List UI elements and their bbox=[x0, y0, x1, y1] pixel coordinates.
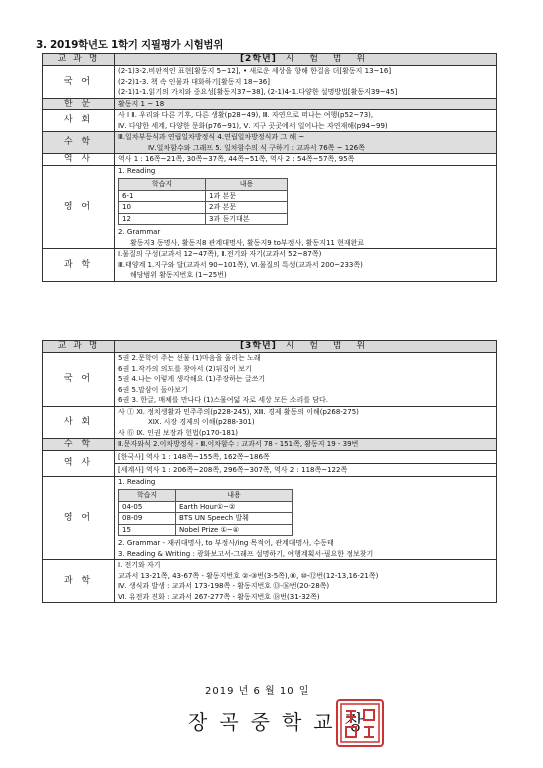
grade2-title-scope: 시 험 범 위 bbox=[276, 54, 372, 65]
reading-content: 3과 듣기대본 bbox=[206, 213, 288, 225]
subject-label: 역 사 bbox=[43, 154, 115, 166]
reading-sheet: 10 bbox=[119, 202, 206, 214]
scope-line: Ⅰ. 전기와 자기 bbox=[118, 561, 161, 569]
reading-col-sheet: 학습지 bbox=[119, 179, 206, 191]
issue-date: 2019 년 6 월 10 일 bbox=[205, 686, 310, 697]
grade2-exam-table bbox=[42, 53, 497, 282]
reading-table-row bbox=[119, 202, 288, 214]
reading-table-row bbox=[119, 190, 288, 202]
grade3-row-science bbox=[43, 560, 497, 603]
grade3-row-social bbox=[43, 406, 497, 439]
grade2-row-social bbox=[43, 110, 497, 132]
scope-cell bbox=[115, 476, 497, 560]
scope-cell bbox=[115, 353, 497, 407]
scope-line: (2-1)3-2.비판적인 표현[활동지 5~12], • 새로운 세상을 향해 한걸음 더[활동지 13~16] bbox=[118, 67, 392, 75]
subject-label: 과 학 bbox=[43, 560, 115, 603]
reading-table-header bbox=[119, 179, 288, 191]
scope-cell bbox=[115, 165, 497, 249]
scope-line: 6권 5.말삼이 돌아보기 bbox=[118, 385, 188, 394]
reading-table-row bbox=[119, 501, 293, 513]
scope-line: [세계사] 역사 1 : 206쪽~208쪽, 296쪽~307쪽, 역사 2 : 118쪽~122쪽 bbox=[118, 465, 348, 474]
scope-line: 사 Ⓘ Ⅺ. 정치생활과 민주주의(p228-245), ⅩⅢ. 경제 활동의 이해(p268-275) bbox=[118, 407, 359, 416]
scope-line: Ⅲ.일차부등식과 연립일차방정식 4.연립일차방정식과 그 해 ~ bbox=[118, 133, 305, 141]
scope-cell bbox=[115, 406, 497, 439]
subject-label: 국 어 bbox=[43, 66, 115, 99]
scope-line: Ⅲ.태양계 1.지구와 달(교과서 90~101쪽), Ⅵ.물질의 특성(교과서 200~233쪽) bbox=[118, 260, 363, 269]
scope-line: 역사 1 : 16쪽~21쪽, 30쪽~37쪽, 44쪽~51쪽, 역사 2 : 54쪽~57쪽, 95쪽 bbox=[118, 155, 355, 163]
subject-label: 영 어 bbox=[43, 165, 115, 249]
grade2-row-science bbox=[43, 249, 497, 282]
scope-cell bbox=[115, 450, 497, 476]
grade3-title-grade: [3학년] bbox=[239, 341, 277, 352]
grammar-label: 2. Grammar bbox=[118, 228, 161, 236]
grade2-row-english bbox=[43, 165, 497, 249]
grade2-header-row bbox=[43, 54, 497, 66]
grammar-text: 활동지3 동명사, 활동지8 관계대명사, 활동지9 to부정사, 활동지11 현재완료 bbox=[130, 238, 365, 247]
grade3-row-korean bbox=[43, 353, 497, 407]
reading-label: 1. Reading bbox=[118, 166, 156, 175]
reading-col-sheet: 학습지 bbox=[119, 490, 176, 502]
reading-content: 1과 본문 bbox=[206, 190, 288, 202]
reading-col-content: 내용 bbox=[206, 179, 288, 191]
scope-line: 사 Ⓖ Ⅸ. 인권 보장과 헌법(p170-181) bbox=[118, 428, 239, 437]
scope-line: Ⅰ.물질의 구성(교과서 12~47쪽), Ⅱ.전기와 자기(교과서 52~87쪽) bbox=[118, 250, 322, 258]
scope-line: 6권 1.작가의 의도를 찾아서 (2)뒤집어 보기 bbox=[118, 364, 252, 373]
grade2-title-grade: [2학년] bbox=[239, 54, 277, 65]
scope-line: 활동지 1 ~ 18 bbox=[118, 99, 165, 108]
reading-sheet: 15 bbox=[119, 524, 176, 536]
scope-cell bbox=[115, 98, 497, 110]
grade2-row-history bbox=[43, 154, 497, 166]
grade2-row-korean bbox=[43, 66, 497, 99]
grade2-scope-header bbox=[115, 54, 497, 66]
scope-cell bbox=[115, 110, 497, 132]
scope-line: 교과서 13-21쪽, 43-67쪽 - 활동지번호 ②-③번(3-5쪽),⑧, ⑩-⑫번(12-13,16-21쪽) bbox=[118, 571, 379, 580]
reading-table-header bbox=[119, 490, 293, 502]
page-heading: 3. 2019학년도 1학기 지필평가 시험범위 bbox=[36, 39, 224, 51]
subject-label: 사 회 bbox=[43, 110, 115, 132]
reading-content: 2과 본문 bbox=[206, 202, 288, 214]
scope-line: 해당범위 활동지번호 (1~25번) bbox=[130, 271, 227, 279]
grade3-exam-table bbox=[42, 340, 497, 603]
grade3-header-row bbox=[43, 341, 497, 353]
scope-line: 5권 4.나는 이렇게 생각해요 (1)주장하는 글쓰기 bbox=[118, 375, 266, 383]
scope-line: Ⅳ. 생식과 발생 : 교과서 173-198쪽 - 활동지번호 ⑬-⑯번(20-28쪽) bbox=[118, 582, 330, 590]
reading-sheet: 04-05 bbox=[119, 501, 176, 513]
reading-writing-text: 3. Reading & Writing : 광화보고서-그래프 설명하기, 여행계획서-필요한 정보찾기 bbox=[118, 549, 374, 558]
grade2-subject-header: 교 과 명 bbox=[43, 54, 115, 66]
scope-cell bbox=[115, 66, 497, 99]
grade2-row-hanmun bbox=[43, 98, 497, 110]
grammar-label: 2. Grammar - 재귀대명사, to 부정사/ing 목적어, 관계대명사, 수동태 bbox=[118, 539, 334, 547]
reading-content: Earth Hour①~② bbox=[176, 501, 293, 513]
subject-label: 수 학 bbox=[43, 132, 115, 154]
grade2-row-math bbox=[43, 132, 497, 154]
scope-cell bbox=[115, 560, 497, 603]
reading-table bbox=[118, 489, 293, 536]
scope-cell bbox=[115, 439, 497, 451]
scope-line: (2-2)1-3. 책 속 인물과 대화하기[활동지 18~36] bbox=[118, 77, 270, 86]
reading-table-row bbox=[119, 513, 293, 525]
subject-label: 영 어 bbox=[43, 476, 115, 560]
scope-line: Ⅱ.문자와식 2.이차방정식 - Ⅲ.이차함수 : 교과서 78 - 151쪽, 활동지 19 - 39번 bbox=[118, 440, 359, 448]
scope-line: Ⅵ. 유전과 진화 : 교과서 267-277쪽 - 활동지번호 ⑱번(31-32쪽) bbox=[118, 592, 320, 601]
official-seal-icon bbox=[336, 699, 384, 747]
subject-label: 국 어 bbox=[43, 353, 115, 407]
subject-label: 사 회 bbox=[43, 406, 115, 439]
reading-sheet: 6-1 bbox=[119, 190, 206, 202]
scope-line: 6권 3. 한글, 매체를 만나다 (1)스물여덟 자로 세상 모든 소리를 담다. bbox=[118, 396, 329, 404]
reading-table-row bbox=[119, 524, 293, 536]
reading-content: Nobel Prize ①~④ bbox=[176, 524, 293, 536]
reading-col-content: 내용 bbox=[176, 490, 293, 502]
subject-label: 수 학 bbox=[43, 439, 115, 451]
subject-label: 역 사 bbox=[43, 450, 115, 476]
scope-line: 사 Ⅰ Ⅱ. 우리와 다른 기후, 다른 생활(p28~49), Ⅲ. 자연으로 떠나는 여행(p52~73), bbox=[118, 111, 374, 119]
reading-content: BTS UN Speech 발췌 bbox=[176, 513, 293, 525]
scope-line: (2-1)1-1.읽기의 가치와 중요성[활동지37~38], (2-1)4-1.다양한 설명방법[활동지39~45] bbox=[118, 88, 398, 96]
grade3-scope-header bbox=[115, 341, 497, 353]
reading-sheet: 08-09 bbox=[119, 513, 176, 525]
subject-label: 한 문 bbox=[43, 98, 115, 110]
reading-label: 1. Reading bbox=[118, 477, 156, 486]
scope-cell bbox=[115, 132, 497, 154]
scope-cell bbox=[115, 154, 497, 166]
grade3-row-english bbox=[43, 476, 497, 560]
subject-label: 과 학 bbox=[43, 249, 115, 282]
reading-table bbox=[118, 178, 288, 225]
scope-line: Ⅳ.일차함수와 그래프 5. 일차함수의 식 구하기 : 교과서 76쪽 ~ 126쪽 bbox=[148, 143, 365, 152]
scope-line: 5권 2.문학이 주는 선물 (1)마음을 울리는 노래 bbox=[118, 354, 261, 362]
grade3-subject-header: 교 과 명 bbox=[43, 341, 115, 353]
scope-line: Ⅳ. 다양한 세계, 다양한 문화(p76~91), Ⅴ. 지구 곳곳에서 일어나는 자연재해(p94~99) bbox=[118, 121, 388, 130]
reading-table-row bbox=[119, 213, 288, 225]
school-principal-name: 장곡중학교장 bbox=[188, 710, 376, 734]
grade3-title-scope: 시 험 범 위 bbox=[276, 341, 372, 352]
reading-sheet: 12 bbox=[119, 213, 206, 225]
scope-line: [한국사] 역사 1 : 148쪽~155쪽, 162쪽~186쪽 bbox=[115, 451, 496, 464]
grade3-row-math bbox=[43, 439, 497, 451]
scope-cell bbox=[115, 249, 497, 282]
scope-line: ⅩⅨ. 시장 경제의 이해(p288-301) bbox=[148, 418, 255, 426]
grade3-row-history bbox=[43, 450, 497, 476]
